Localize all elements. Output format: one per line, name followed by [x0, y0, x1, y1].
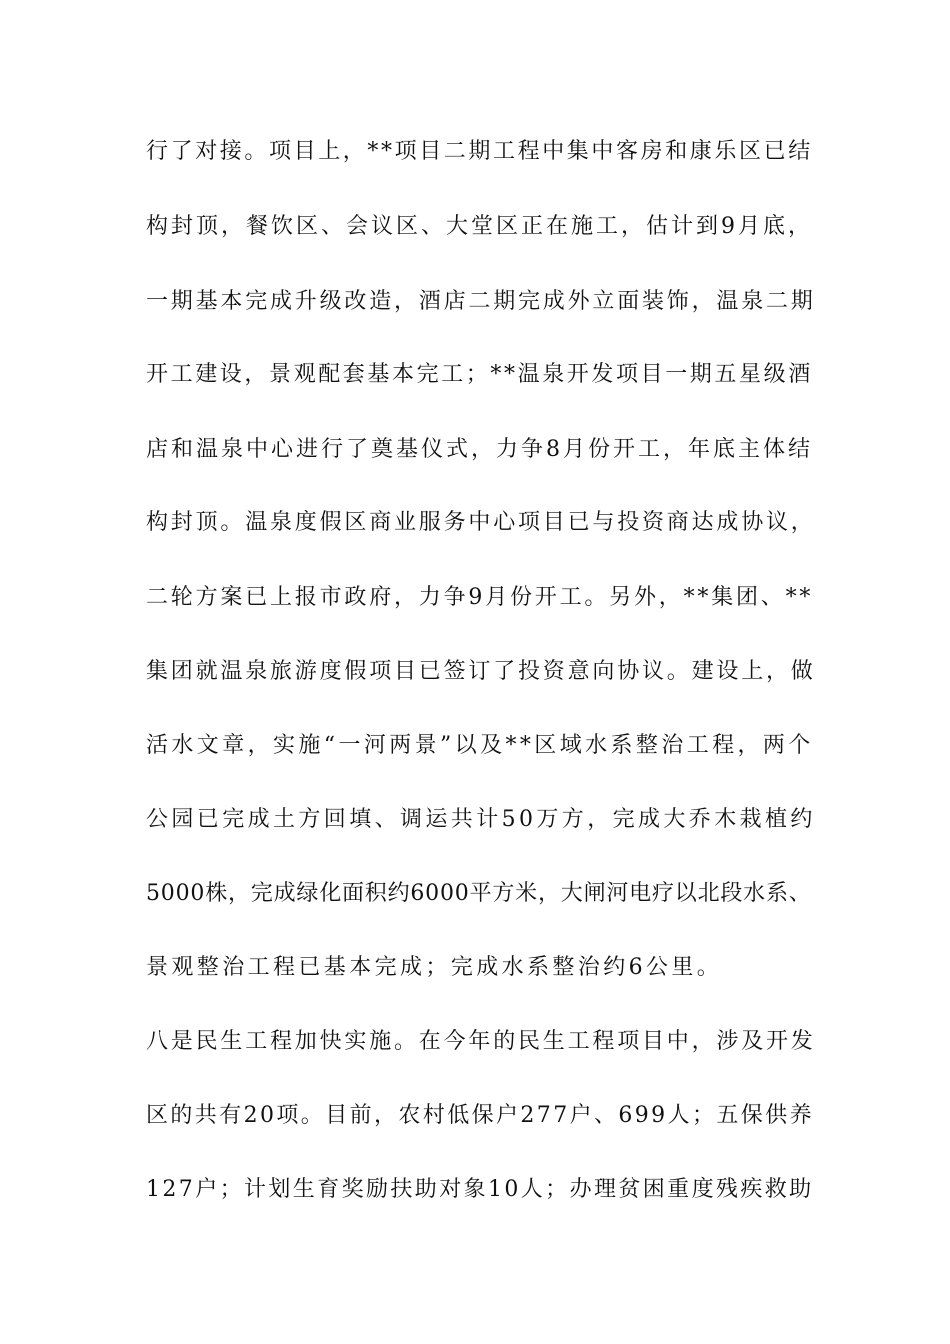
- text-line: 构封顶。温泉度假区商业服务中心项目已与投资商达成协议，: [146, 510, 816, 535]
- text-line: 八是民生工程加快实施。在今年的民生工程项目中，涉及开发: [146, 1029, 816, 1054]
- text-line: 活水文章，实施“一河两景”以及**区域水系整治工程，两个: [146, 733, 814, 758]
- text-line: 5000株，完成绿化面积约6000平方米，大闸河电疗以北段水系、: [146, 881, 812, 906]
- text-line: 区的共有20项。目前，农村低保户277户、699人；五保供养: [146, 1103, 814, 1128]
- text-line: 一期基本完成升级改造，酒店二期完成外立面装饰，温泉二期: [146, 289, 816, 314]
- text-line: 公园已完成土方回填、调运共计50万方，完成大乔木栽植约: [146, 807, 816, 832]
- text-line: 行了对接。项目上，**项目二期工程中集中客房和康乐区已结: [146, 139, 813, 164]
- text-line: 127户；计划生育奖励扶助对象10人；办理贫困重度残疾救助: [146, 1177, 814, 1202]
- text-line: 开工建设，景观配套基本完工；**温泉开发项目一期五星级酒: [146, 362, 813, 387]
- text-line: 景观整治工程已基本完成；完成水系整治约6公里。: [146, 955, 723, 980]
- text-line: 店和温泉中心进行了奠基仪式，力争8月份开工，年底主体结: [146, 437, 813, 462]
- text-line: 二轮方案已上报市政府，力争9月份开工。另外，**集团、**: [146, 585, 814, 610]
- text-line: 构封顶，餐饮区、会议区、大堂区正在施工，估计到9月底，: [146, 214, 813, 239]
- text-line: 集团就温泉旅游度假项目已签订了投资意向协议。建设上，做: [146, 659, 816, 684]
